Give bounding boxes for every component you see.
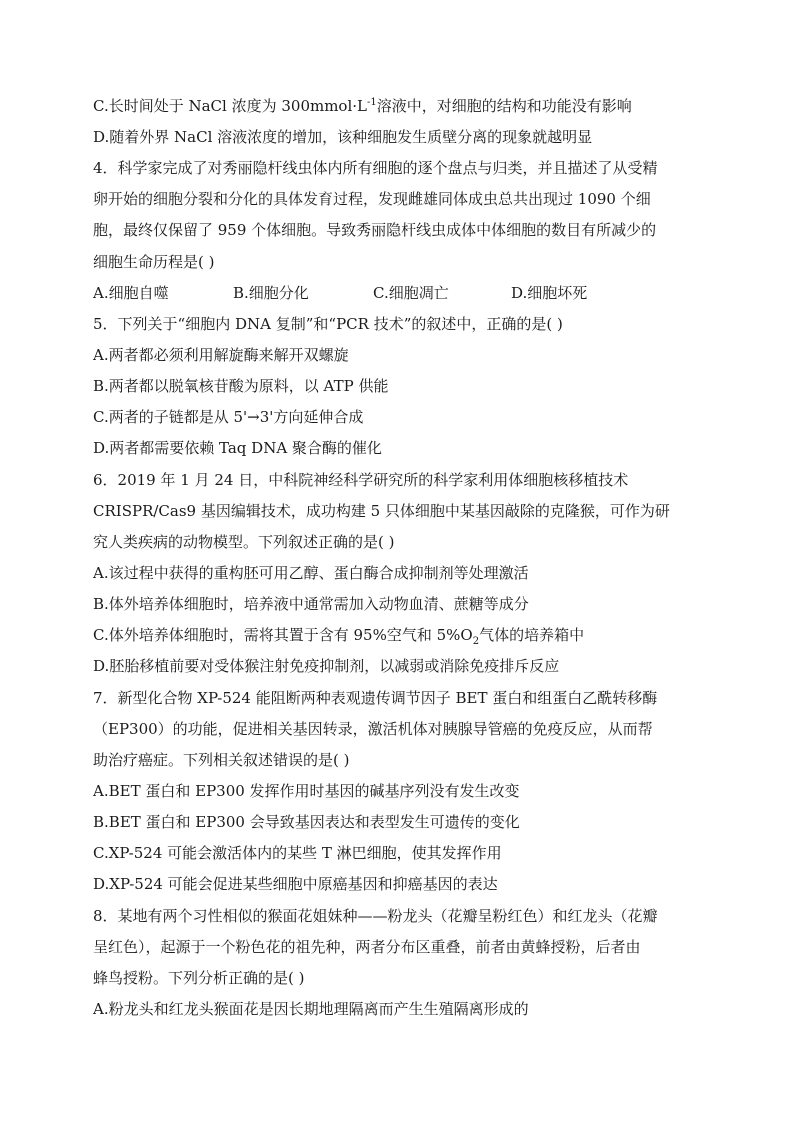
q4-stem-line-2: 卵开始的细胞分裂和分化的具体发育过程，发现雌雄同体成虫总共出现过 1090 个细 (93, 190, 651, 208)
q7-option-b: B.BET 蛋白和 EP300 会导致基因表达和表型发生可遗传的变化 (93, 813, 520, 831)
q7-option-a: A.BET 蛋白和 EP300 发挥作用时基因的碱基序列没有发生改变 (93, 782, 520, 800)
q8-stem-line-3: 蜂鸟授粉。下列分析正确的是( ) (93, 969, 305, 987)
q5-stem: 5．下列关于“细胞内 DNA 复制”和“PCR 技术”的叙述中，正确的是( ) (93, 315, 563, 333)
q3-option-d: D.随着外界 NaCl 溶液浓度的增加，该种细胞发生质壁分离的现象就越明显 (93, 128, 593, 146)
q4-option-a: A.细胞自噬 (93, 284, 169, 302)
q8-stem-line-2: 呈红色），起源于一个粉色花的祖先种，两者分布区重叠，前者由黄蜂授粉，后者由 (93, 938, 641, 956)
q5-option-d: D.两者都需要依赖 Taq DNA 聚合酶的催化 (93, 439, 382, 457)
q5-option-c: C.两者的子链都是从 5'→3'方向延伸合成 (93, 408, 364, 426)
q4-stem-line-1: 4．科学家完成了对秀丽隐杆线虫体内所有细胞的逐个盘点与归类，并且描述了从受精 (93, 159, 658, 177)
q6-option-d: D.胚胎移植前要对受体猴注射免疫抑制剂，以减弱或消除免疫排斥反应 (93, 657, 560, 675)
q6-stem-line-3: 究人类疾病的动物模型。下列叙述正确的是( ) (93, 533, 395, 551)
q7-option-d: D.XP-524 可能会促进某些细胞中原癌基因和抑癌基因的表达 (93, 875, 498, 893)
q6-option-c: C.体外培养体细胞时，需将其置于含有 95%空气和 $5\%O_2$气体的培养箱中 (93, 626, 585, 647)
q7-stem-line-2: （EP300）的功能，促进相关基因转录，激活机体对胰腺导管癌的免疫反应，从而帮 (93, 720, 653, 738)
q6-option-a: A.该过程中获得的重构胚可用乙醇、蛋白酶合成抑制剂等处理激活 (93, 564, 529, 582)
q4-option-c: C.细胞凋亡 (373, 284, 449, 302)
q4-stem-line-3: 胞，最终仅保留了 959 个体细胞。导致秀丽隐杆线虫成体中体细胞的数目有所减少的 (93, 221, 657, 239)
q4-stem-line-4: 细胞生命历程是( ) (93, 253, 215, 271)
q4-option-b: B.细胞分化 (233, 284, 309, 302)
q4-option-d: D.细胞坏死 (511, 284, 588, 302)
q7-option-c: C.XP-524 可能会激活体内的某些 T 淋巴细胞，使其发挥作用 (93, 844, 502, 862)
q6-option-b: B.体外培养体细胞时，培养液中通常需加入动物血清、蔗糖等成分 (93, 595, 529, 613)
q7-stem-line-3: 助治疗癌症。下列相关叙述错误的是( ) (93, 751, 350, 769)
q4-options (93, 283, 706, 303)
q6-stem-line-1: 6．2019 年 1 月 24 日，中科院神经科学研究所的科学家利用体细胞核移植技术 (93, 471, 629, 489)
q6-stem-line-2: CRISPR/Cas9 基因编辑技术，成功构建 5 只体细胞中某基因敲除的克隆猴，可作为研 (93, 502, 670, 520)
q8-option-a: A.粉龙头和红龙头猴面花是因长期地理隔离而产生生殖隔离形成的 (93, 1000, 529, 1018)
q8-stem-line-1: 8．某地有两个习性相似的猴面花姐妹种——粉龙头（花瓣呈粉红色）和红龙头（花瓣 (93, 907, 658, 925)
q5-option-b: B.两者都以脱氧核苷酸为原料，以 ATP 供能 (93, 377, 389, 395)
q5-option-a: A.两者都必须利用解旋酶来解开双螺旋 (93, 346, 349, 364)
q3-option-c: C.长时间处于 NaCl 浓度为 $300mmol\cdot L^{-1}$溶液中，对细胞的结构和功能没有影响 (93, 97, 632, 115)
q7-stem-line-1: 7．新型化合物 XP-524 能阻断两种表观遗传调节因子 BET 蛋白和组蛋白乙酰转移酶 (93, 689, 658, 707)
